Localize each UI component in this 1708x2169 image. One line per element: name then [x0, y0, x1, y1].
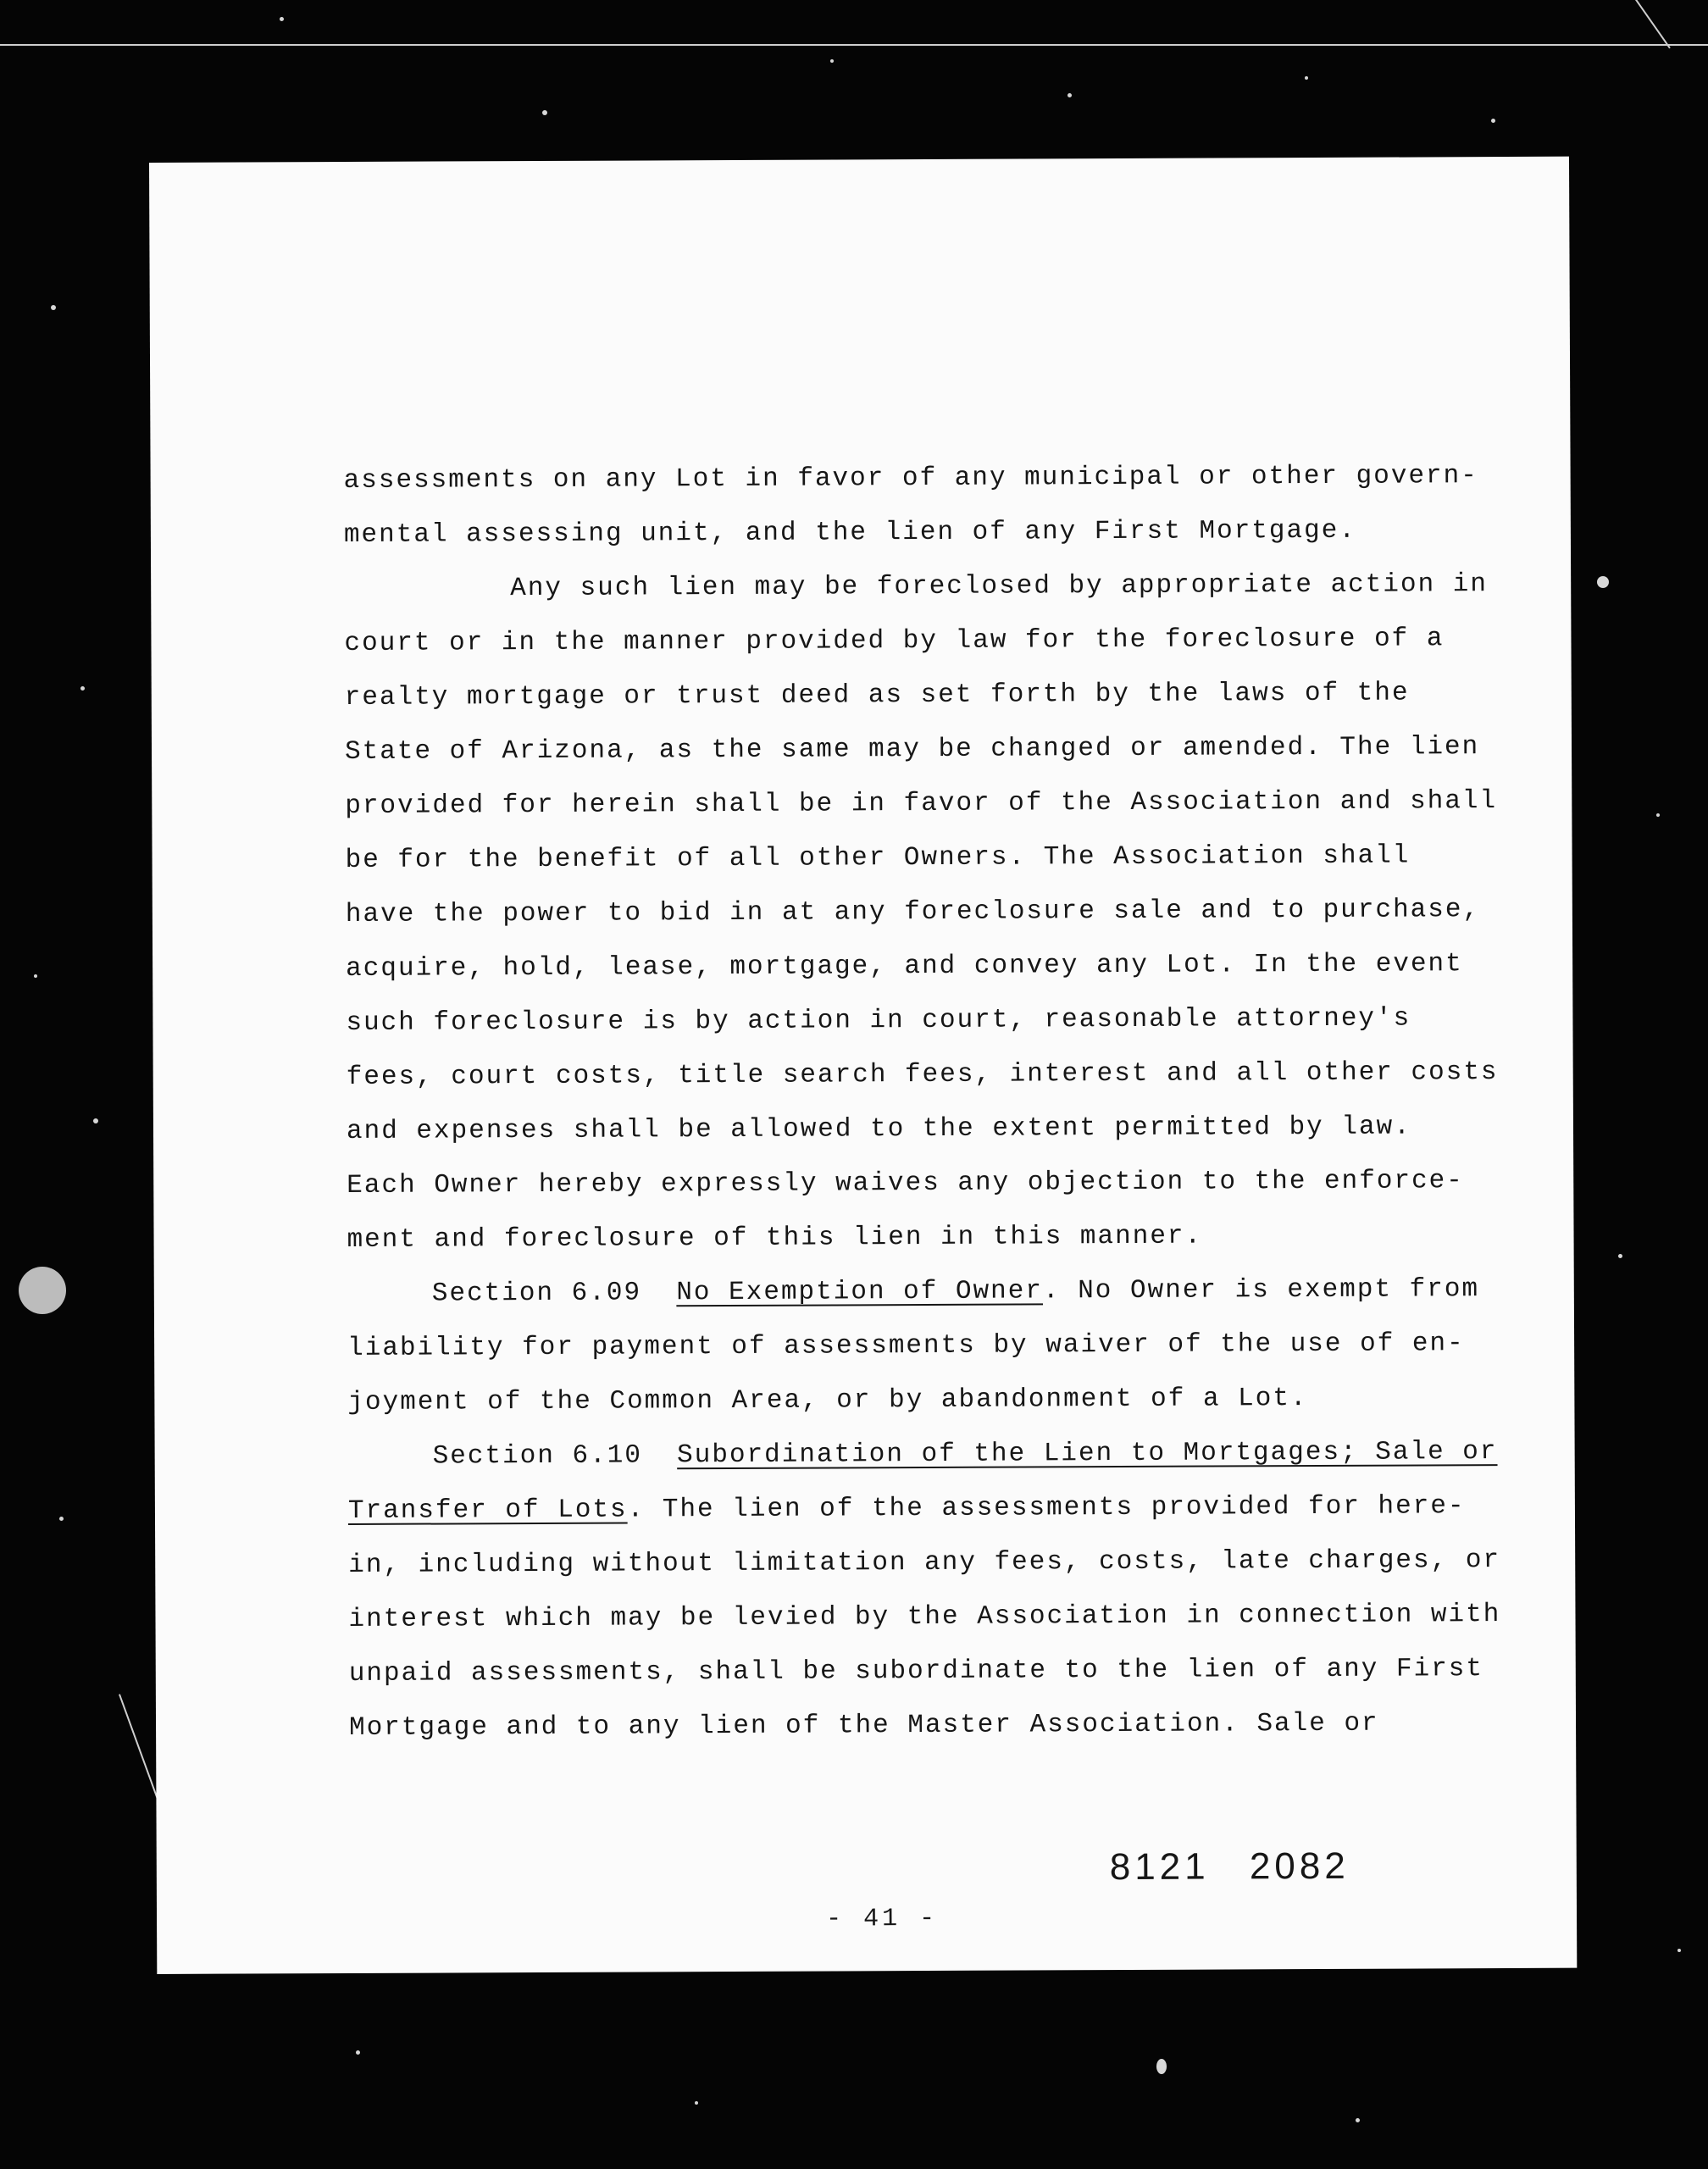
- text-line: such foreclosure is by action in court, reasonable attorney's: [346, 1003, 1411, 1038]
- section-label: Section 6.10: [432, 1440, 642, 1472]
- text-fragment: . The lien of the assessments provided for here-: [627, 1491, 1466, 1525]
- text-line: Any such lien may be foreclosed by appropriate action in: [510, 569, 1489, 604]
- scan-speck: [1597, 576, 1609, 588]
- text-line: fees, court costs, title search fees, interest and all other costs: [346, 1057, 1499, 1092]
- scan-speck: [280, 17, 284, 21]
- section-heading: Subordination of the Lien to Mortgages; Sale or: [677, 1437, 1498, 1471]
- scan-speck: [80, 686, 85, 691]
- text-line: State of Arizona, as the same may be changed or amended. The lien: [344, 732, 1480, 767]
- body-text: [343, 449, 1501, 1756]
- text-line: Mortgage and to any lien of the Master Association. Sale or: [348, 1708, 1379, 1743]
- scan-blob: [19, 1267, 66, 1314]
- scan-speck: [356, 2050, 360, 2055]
- scan-speck: [1356, 2118, 1360, 2122]
- text-line: ment and foreclosure of this lien in this manner.: [347, 1221, 1203, 1255]
- scan-speck: [1068, 93, 1072, 97]
- scan-scratch: [119, 1694, 158, 1798]
- scan-line: [0, 44, 1708, 46]
- text-line: and expenses shall be allowed to the extent permitted by law.: [346, 1112, 1411, 1146]
- section-label: Section 6.09: [431, 1278, 642, 1309]
- text-line: unpaid assessments, shall be subordinate to the lien of any First: [348, 1654, 1484, 1689]
- text-line: have the power to bid in at any foreclosure sale and to purchase,: [345, 895, 1481, 929]
- section-6-10-second-line: [347, 1479, 1466, 1539]
- scan-speck: [695, 2101, 698, 2105]
- text-line: provided for herein shall be in favor of the Association and shall: [345, 786, 1498, 821]
- text-line: interest which may be levied by the Association in connection with: [348, 1600, 1501, 1634]
- page-number: - 41 -: [825, 1904, 939, 1934]
- text-line: court or in the manner provided by law for the foreclosure of a: [344, 624, 1445, 658]
- scan-speck: [1678, 1949, 1681, 1952]
- section-6-09-first-line: [347, 1262, 1480, 1322]
- text-line: assessments on any Lot in favor of any municipal or other govern-: [343, 461, 1478, 496]
- text-line: liability for payment of assessments by waiver of the use of en-: [347, 1329, 1465, 1363]
- text-line: Each Owner hereby expressly waives any objection to the enforce-: [347, 1166, 1464, 1201]
- scan-speck: [59, 1517, 64, 1521]
- text-line: acquire, hold, lease, mortgage, and convey any Lot. In the event: [346, 949, 1463, 984]
- scan-speck: [830, 59, 834, 63]
- text-line: in, including without limitation any fees, costs, late charges, or: [348, 1545, 1501, 1580]
- text-fragment: . No Owner is exempt from: [1042, 1274, 1480, 1306]
- text-line: mental assessing unit, and the lien of any First Mortgage.: [343, 515, 1356, 551]
- scan-speck: [542, 110, 547, 115]
- scan-speck: [1656, 813, 1660, 817]
- text-line: joyment of the Common Area, or by abandonment of a Lot.: [347, 1384, 1308, 1417]
- section-heading: No Exemption of Owner: [676, 1276, 1044, 1308]
- document-code: 8121 2082: [1109, 1844, 1350, 1889]
- section-heading: Transfer of Lots: [347, 1495, 628, 1526]
- text-line: be for the benefit of all other Owners. The Association shall: [345, 840, 1411, 875]
- scan-speck: [1491, 119, 1495, 123]
- scan-speck: [93, 1118, 98, 1123]
- scan-speck: [1156, 2059, 1167, 2074]
- section-6-10-first-line: [348, 1425, 1498, 1484]
- text-line: realty mortgage or trust deed as set forth by the laws of the: [344, 678, 1410, 713]
- document-page: [149, 157, 1577, 1974]
- scan-speck: [1618, 1254, 1622, 1258]
- scan-speck: [51, 305, 56, 310]
- scan-speck: [34, 974, 37, 978]
- scan-speck: [1305, 76, 1308, 80]
- scan-scratch: [1635, 0, 1671, 48]
